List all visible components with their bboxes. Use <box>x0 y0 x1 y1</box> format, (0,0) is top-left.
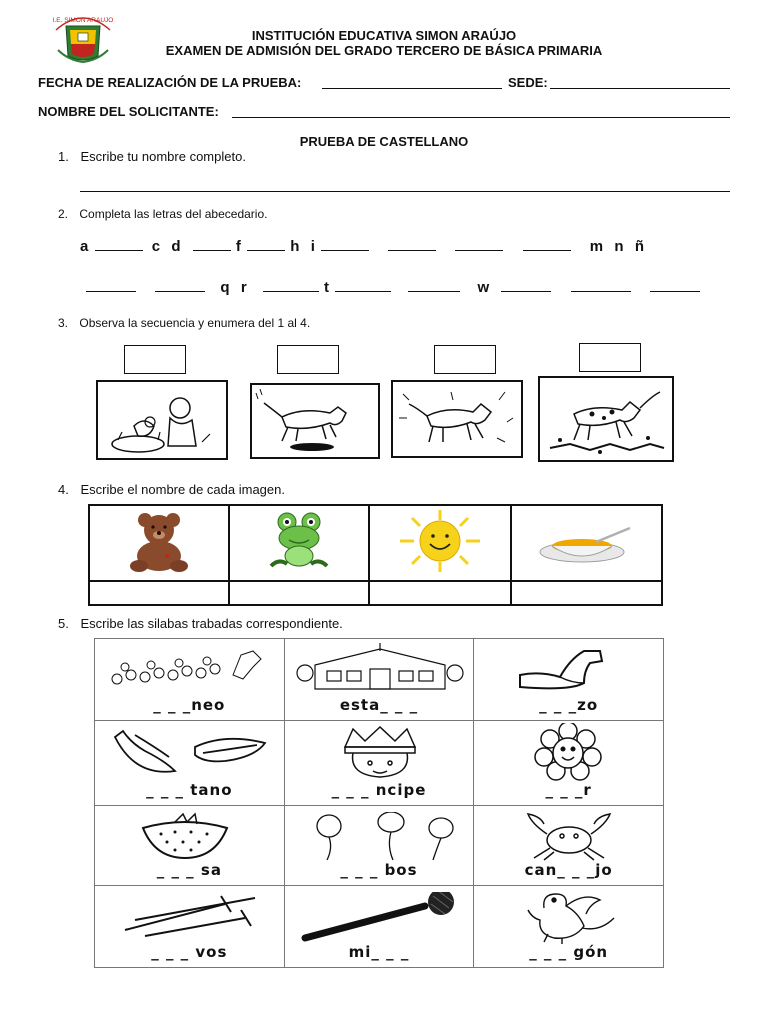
test-title: PRUEBA DE CASTELLANO <box>299 134 469 149</box>
dog-splashing-mud-image <box>538 376 674 462</box>
sun-cell <box>369 505 510 581</box>
syllable-prompt: _ _ _ sa <box>156 861 222 879</box>
dog-shaking-image <box>391 380 523 458</box>
full-name-answer-line[interactable] <box>80 191 730 192</box>
syllable-prompt: _ _ _ tano <box>146 781 233 799</box>
date-label: FECHA DE REALIZACIÓN DE LA PRUEBA: <box>38 75 302 90</box>
institution-name: INSTITUCIÓN EDUCATIVA SIMON ARAÚJO <box>251 28 517 43</box>
exam-title: EXAMEN DE ADMISIÓN DEL GRADO TERCERO DE BÁSICA PRIMARIA <box>165 43 603 58</box>
syllable-prompt: _ _ _ bos <box>340 861 418 879</box>
answer-cell-3[interactable] <box>369 581 510 605</box>
question-text: Observa la secuencia y enumera del 1 al 4. <box>79 316 311 330</box>
letter: f <box>235 238 242 255</box>
letter-blank[interactable] <box>455 237 503 251</box>
syllable-prompt: _ _ _ vos <box>151 943 228 961</box>
sequence-number-box-3[interactable] <box>434 345 496 374</box>
letter-blank[interactable] <box>321 237 369 251</box>
frog-icon <box>259 508 339 574</box>
flock-of-sheep-icon <box>103 645 273 691</box>
crab-icon <box>514 810 624 862</box>
letter-blank[interactable] <box>388 237 436 251</box>
question-number: 2. <box>58 207 69 221</box>
letter-blank[interactable] <box>408 278 460 292</box>
question-5 <box>58 616 343 631</box>
letter: a <box>80 238 90 255</box>
soup-cell <box>511 505 662 581</box>
syllable-prompt: _ _ _r <box>545 781 592 799</box>
letter-blank[interactable] <box>193 237 231 251</box>
letter: t <box>324 279 331 296</box>
letter: w <box>477 279 491 296</box>
name-images-table <box>88 504 663 606</box>
flower-icon <box>528 723 608 781</box>
question-number: 4. <box>58 482 69 497</box>
alphabet-row-1 <box>80 237 645 255</box>
syllable-cell <box>474 639 664 721</box>
letter: h i <box>290 238 316 255</box>
dragon-icon <box>514 888 624 944</box>
school-building-icon <box>295 643 465 691</box>
date-field[interactable] <box>322 88 502 89</box>
syllable-prompt: _ _ _zo <box>539 696 599 714</box>
syllable-cell <box>95 886 285 968</box>
sequence-number-box-2[interactable] <box>277 345 339 374</box>
sequence-number-box-4[interactable] <box>579 343 641 372</box>
letter-blank[interactable] <box>263 278 319 292</box>
syllables-grid <box>94 638 664 968</box>
letter-blank[interactable] <box>523 237 571 251</box>
teddy-bear-icon <box>119 508 199 574</box>
microphone-icon <box>295 892 465 942</box>
syllable-cell <box>284 721 474 806</box>
letter-blank[interactable] <box>155 278 205 292</box>
site-field[interactable] <box>550 88 730 89</box>
syllable-prompt: can_ _ _jo <box>524 861 613 879</box>
syllable-cell <box>95 721 285 806</box>
sun-icon <box>380 508 500 574</box>
question-text: Escribe tu nombre completo. <box>80 149 246 164</box>
syllable-cell <box>284 639 474 721</box>
syllable-cell <box>284 806 474 886</box>
sequence-number-box-1[interactable] <box>124 345 186 374</box>
answer-cell-1[interactable] <box>89 581 229 605</box>
syllable-prompt: mi_ _ _ <box>348 943 410 961</box>
question-4 <box>58 482 285 497</box>
question-2 <box>58 207 267 221</box>
letter-blank[interactable] <box>650 278 700 292</box>
site-label: SEDE: <box>508 75 548 90</box>
syllable-cell <box>284 886 474 968</box>
letter-blank[interactable] <box>86 278 136 292</box>
letter: m n ñ <box>589 238 646 255</box>
applicant-name-label: NOMBRE DEL SOLICITANTE: <box>38 104 219 119</box>
syllable-cell <box>474 886 664 968</box>
dog-muddy-puddle-image <box>250 383 380 459</box>
syllable-cell <box>95 806 285 886</box>
bananas-icon <box>105 727 275 777</box>
soup-bowl-icon <box>526 508 646 574</box>
answer-cell-2[interactable] <box>229 581 369 605</box>
frog-cell <box>229 505 369 581</box>
strawberry-icon <box>135 812 235 860</box>
letter: q r <box>220 279 248 296</box>
question-number: 5. <box>58 616 69 631</box>
alphabet-row-2 <box>86 278 700 296</box>
syllable-prompt: _ _ _ ncipe <box>331 781 427 799</box>
teddy-bear-cell <box>89 505 229 581</box>
answer-cell-4[interactable] <box>511 581 662 605</box>
question-text: Escribe las silabas trabadas correspondiente. <box>80 616 343 631</box>
syllable-prompt: _ _ _ gón <box>529 943 609 961</box>
syllable-cell <box>474 721 664 806</box>
syllable-prompt: esta_ _ _ <box>339 696 419 714</box>
question-text: Completa las letras del abecedario. <box>79 207 268 221</box>
question-number: 1. <box>58 149 69 164</box>
letter-blank[interactable] <box>247 237 285 251</box>
question-text: Escribe el nombre de cada imagen. <box>80 482 285 497</box>
syllable-cell <box>474 806 664 886</box>
question-1 <box>58 149 246 164</box>
letter-blank[interactable] <box>335 278 391 292</box>
letter-blank[interactable] <box>95 237 143 251</box>
nails-icon <box>115 890 275 940</box>
question-number: 3. <box>58 316 69 330</box>
question-3 <box>58 316 310 330</box>
letter-blank[interactable] <box>501 278 551 292</box>
applicant-name-field[interactable] <box>232 117 730 118</box>
letter: c d <box>151 238 182 255</box>
flexed-arm-icon <box>510 647 630 691</box>
svg-text:I.E. SIMON ARAUJO: I.E. SIMON ARAUJO <box>52 17 114 24</box>
prince-crown-icon <box>335 725 425 779</box>
syllable-prompt: _ _ _neo <box>153 696 226 714</box>
balloons-icon <box>301 812 461 862</box>
letter-blank[interactable] <box>571 278 631 292</box>
dog-bath-image <box>96 380 228 460</box>
syllable-cell <box>95 639 285 721</box>
